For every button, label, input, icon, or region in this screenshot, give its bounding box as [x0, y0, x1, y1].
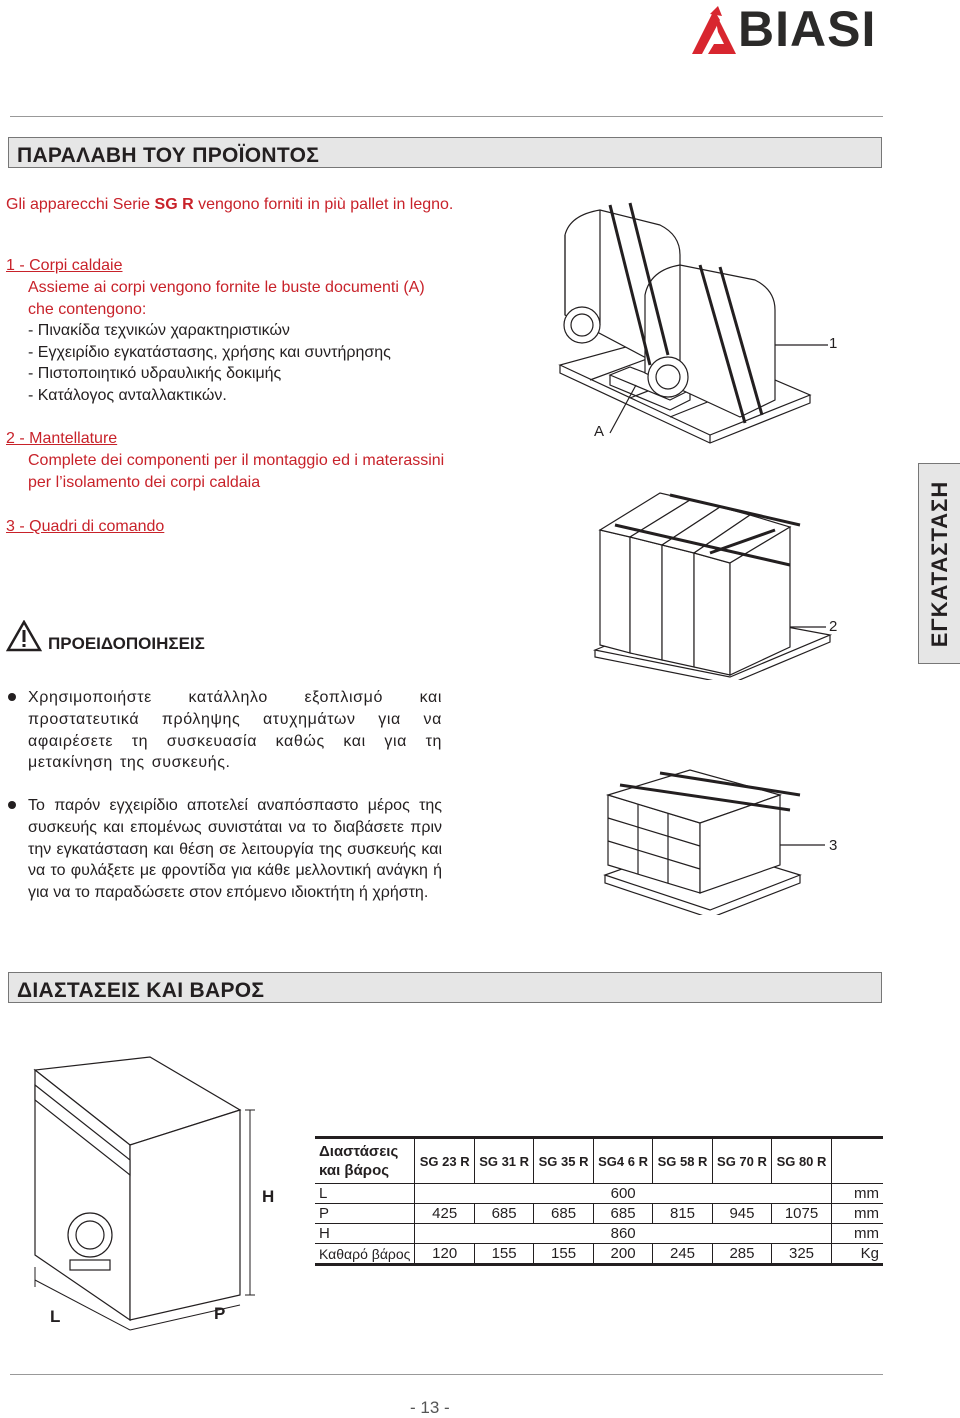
row-value: 685: [593, 1204, 652, 1224]
row-value: 815: [653, 1204, 712, 1224]
table-header-row: [315, 1139, 883, 1184]
dimensions-table-wrapper: [315, 1136, 883, 1266]
table-row: [315, 1224, 883, 1244]
row-value: 685: [474, 1204, 533, 1224]
item3-title: 3 - Quadri di comando: [6, 518, 165, 535]
row-value: 245: [653, 1244, 712, 1265]
row-value: 155: [474, 1244, 533, 1265]
bullet-dot: [8, 693, 16, 701]
table-model-header: SG 80 R: [772, 1139, 832, 1184]
boiler-bodies-pallet-illustration: [540, 195, 840, 455]
row-label: L: [319, 1185, 328, 1202]
row-unit: mm: [854, 1185, 879, 1202]
control-panels-pallet-illustration: [600, 765, 850, 915]
warning-title: ΠΡΟΕΙΔΟΠΟΙΗΣΕΙΣ: [48, 634, 205, 653]
table-unit-header: [831, 1139, 883, 1184]
item2-title: 2 - Mantellature: [6, 430, 118, 447]
row-value: 1075: [772, 1204, 832, 1224]
row-unit: mm: [854, 1205, 879, 1222]
figure-label-a: A: [594, 423, 605, 440]
row-label: Καθαρό βάρος: [319, 1245, 411, 1262]
warning-heading: [6, 620, 306, 654]
figure-label-2: 2: [829, 618, 838, 635]
row-value: 425: [415, 1204, 474, 1224]
table-model-header: SG 35 R: [534, 1139, 593, 1184]
dimension-label-l: L: [50, 1307, 61, 1326]
warning-bullet-2: Το παρόν εγχειρίδιο αποτελεί αναπόσπαστο μέρος της συσκευής και επομένως συνιστάται να το διαβάσετε πριν την εγκατάσταση και θέση σε λειτουργία της συσκευής και να το φυλάξετε με φροντίδα για κάθε μελλοντική ανάγκη ή για να το παραδώσετε στον επόμενο ιδιοκτήτη ή χρήστη.: [28, 797, 442, 902]
row-unit: Kg: [860, 1245, 879, 1262]
dimensions-table: [315, 1139, 883, 1266]
footer-rule: [10, 1374, 883, 1375]
dimension-label-p: P: [214, 1304, 226, 1323]
table-model-header: SG 58 R: [653, 1139, 712, 1184]
brand-name: BIASI: [738, 1, 877, 57]
section-title-receipt: ΠΑΡΑΛΑΒΗ ΤΟΥ ΠΡΟΪΟΝΤΟΣ: [8, 137, 882, 168]
table-row: [315, 1184, 883, 1204]
row-value: 325: [772, 1244, 832, 1265]
figure-label-3: 3: [829, 837, 838, 854]
warning-bullet-1: Χρησιμοποιήστε κατάλληλο εξοπλισμό και προστατευτικά πρόληψης ατυχημάτων για να αφαιρέσετε τη συσκευασία καθώς και για τη μετακίνηση της συσκευής.: [28, 689, 442, 772]
brand-logo-mark-icon: [688, 4, 742, 56]
row-label: H: [319, 1225, 330, 1242]
table-header-title: Διαστάσεις και βάρος: [319, 1143, 399, 1179]
header-rule: [10, 116, 883, 117]
item2-description: Complete dei componenti per il montaggio ed i materassini per l’isolamento dei corpi caldaia: [28, 452, 445, 491]
row-merged-value: 600: [415, 1184, 831, 1204]
brand-logo: [688, 1, 888, 57]
boiler-dimensions-illustration: [30, 1055, 290, 1335]
dimension-label-h: H: [262, 1187, 275, 1206]
row-value: 685: [534, 1204, 593, 1224]
bullet-dot: [8, 801, 16, 809]
item1-description: Assieme ai corpi vengono fornite le buste documenti (A) che contengono: - Πινακίδα τεχνικών χαρακτηριστικών - Εγχειρίδιο εγκατάστασης, χρήσης και συντήρησης - Πιστοποιητικό υδραυλικής δοκιμής - Κατάλογος ανταλλακτικών.: [28, 279, 425, 404]
section-title-dimensions: ΔΙΑΣΤΑΣΕΙΣ ΚΑΙ ΒΑΡΟΣ: [8, 972, 882, 1003]
side-tab-installation: ΕΓΚΑΤΑΣΤΑΣΗ: [918, 463, 960, 664]
row-value: 285: [712, 1244, 771, 1265]
item1-title: 1 - Corpi caldaie: [6, 257, 123, 274]
row-value: 200: [593, 1244, 652, 1265]
intro-text: Gli apparecchi Serie SG R vengono forniti in più pallet in legno.: [6, 196, 454, 213]
row-value: 945: [712, 1204, 771, 1224]
figure-label-1: 1: [829, 335, 838, 352]
row-unit: mm: [854, 1225, 879, 1242]
row-label: P: [319, 1205, 330, 1222]
table-model-header: SG 23 R: [415, 1139, 474, 1184]
table-model-header: SG 70 R: [712, 1139, 771, 1184]
row-value: 155: [534, 1244, 593, 1265]
table-row: [315, 1244, 883, 1265]
page-number: - 13 -: [410, 1398, 450, 1417]
table-model-header: SG 31 R: [474, 1139, 533, 1184]
table-row: [315, 1204, 883, 1224]
table-model-header: SG4 6 R: [593, 1139, 652, 1184]
row-value: 120: [415, 1244, 474, 1265]
casings-pallet-illustration: [590, 485, 850, 680]
row-merged-value: 860: [415, 1224, 831, 1244]
warning-triangle-icon: [6, 620, 42, 652]
